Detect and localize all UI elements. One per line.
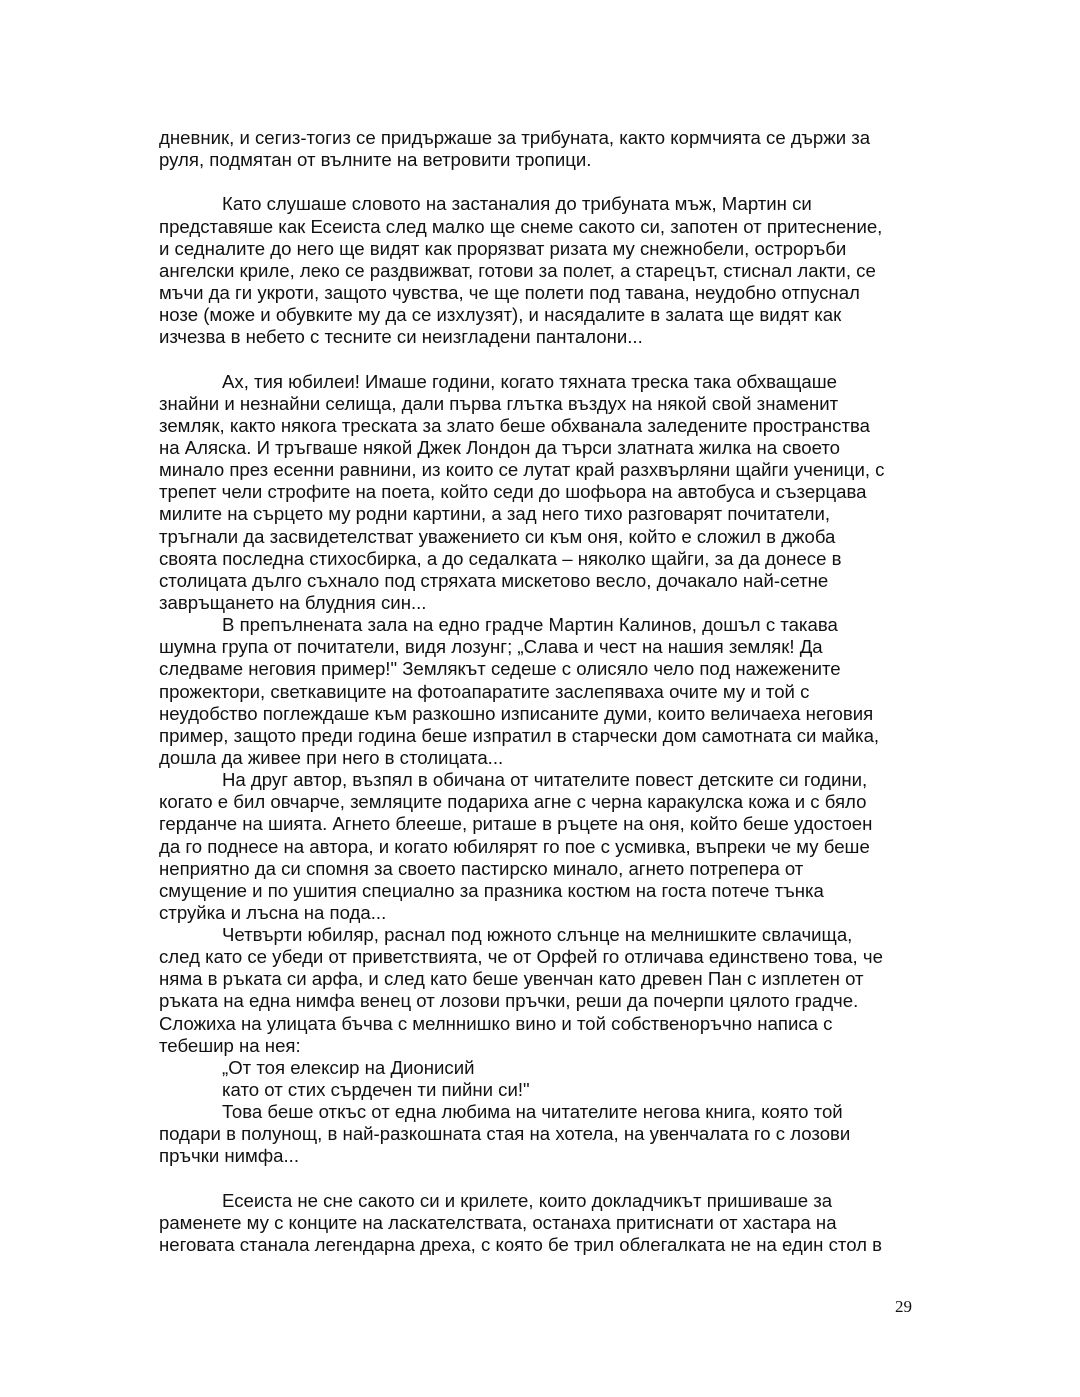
text-line: „От тоя елексир на Дионисий: [222, 1056, 475, 1078]
blank-line: [159, 348, 929, 370]
text-line: прожектори, светкавиците на фотоапаратите заслепяваха очите му и той с: [159, 680, 810, 702]
text-line: нозе (може и обувките му да се изхлузят), и насядалите в залата ще видят как: [159, 304, 842, 326]
text-line: мъчи да ги укроти, защото чувства, че ще полети под тавана, неудобно отпуснал: [159, 281, 860, 303]
text-line: на Аляска. И тръгваше някой Джек Лондон да търси златната жилка на своето: [159, 436, 841, 458]
text-line: когато е бил овчарче, земляците подариха агне с черна каракулска кожа и с бяло: [159, 791, 867, 813]
text-line: шумна група от почитатели, видя лозунг; „Слава и чест на нашия земляк! Да: [159, 636, 823, 658]
text-line: герданче на шията. Агнето блееше, риташе в ръцете на оня, който беше удостоен: [159, 813, 873, 835]
text-line: тръгнали да засвидетелстват уважението си към оня, който е сложил в джоба: [159, 525, 836, 547]
text-line: Ах, тия юбилеи! Имаше години, когато тяхната треска така обхващаше: [222, 370, 838, 392]
text-line: Есеиста не сне сакото си и крилете, които докладчикът пришиваше за: [222, 1189, 833, 1211]
text-line: няма в ръката си арфа, и след като беше увенчан като древен Пан с изплетен от: [159, 968, 864, 990]
text-line: Сложиха на улицата бъчва с мелннишко вино и той собственоръчно написа с: [159, 1012, 833, 1034]
text-line: да го поднесе на автора, и когато юбилярят го пое с усмивка, въпреки че му беше: [159, 835, 870, 857]
text-line: подари в полунощ, в най-разкошната стая на хотела, на увенчалата го с лозови: [159, 1123, 851, 1145]
page-number: 29: [895, 1297, 912, 1316]
text-line: изчезва в небето с тесните си неизгладени панталони...: [159, 326, 643, 348]
text-line: струйка и лъсна на пода...: [159, 901, 387, 923]
text-line: пример, защото преди година беше изпратил в старчески дом самотната си майка,: [159, 724, 880, 746]
text-line: пръчки нимфа...: [159, 1145, 299, 1167]
text-line: дошла да живее при него в столицата...: [159, 746, 504, 768]
text-line: Като слушаше словото на застаналия до трибуната мъж, Мартин си: [222, 193, 812, 215]
text-line: тебешир на нея:: [159, 1034, 301, 1056]
blank-line: [159, 1168, 929, 1190]
text-line: неприятно да си спомня за своето пастирско минало, агнето потрепера от: [159, 857, 804, 879]
text-line: минало през есенни равнини, из които се лутат край разхвърляни щайги ученици, с: [159, 459, 885, 481]
text-line: земляк, както някога треската за злато беше обхванала заледените пространства: [159, 414, 870, 436]
text-line: като от стих сърдечен ти пийни си!": [222, 1079, 530, 1101]
text-line: знайни и незнайни селища, дали първа глътка въздух на някой свой знаменит: [159, 392, 839, 414]
text-line: смущение и по ушития специално за празника костюм на госта потече тънка: [159, 879, 824, 901]
text-line: и седналите до него ще видят как прорязват ризата му снежнобели, остроръби: [159, 237, 847, 259]
text-line: милите на сърцето му родни картини, а зад него тихо разговарят почитатели,: [159, 503, 831, 525]
text-line: своята последна стихосбирка, а до седалката – няколко щайги, за да донесе в: [159, 547, 842, 569]
text-line: руля, подмятан от вълните на ветровити тропици.: [159, 149, 592, 171]
text-line: На друг автор, възпял в обичана от читателите повест детските си години,: [222, 769, 868, 791]
blank-line: [159, 171, 929, 193]
text-line: ангелски криле, леко се раздвижват, готови за полет, а старецът, стиснал лакти, се: [159, 259, 876, 281]
text-line: В препълнената зала на едно градче Мартин Калинов, дошъл с такава: [222, 614, 838, 636]
text-line: представяше как Есеиста след малко ще снеме сакото си, запотен от притеснение,: [159, 215, 883, 237]
text-line: Това беше откъс от една любима на читателите негова книга, която той: [222, 1101, 843, 1123]
text-line: Четвърти юбиляр, раснал под южното слънце на мелнишките свлачища,: [222, 924, 853, 946]
text-line: след като се убеди от приветствията, че от Орфей го отличава единствено това, че: [159, 946, 883, 968]
text-line: неудобство поглеждаше към разкошно изписаните думи, които величаеха неговия: [159, 702, 874, 724]
text-line: завръщането на блудния син...: [159, 591, 427, 613]
body-text: [159, 127, 929, 1256]
text-line: неговата станала легендарна дреха, с която бе трил облегалката не на един стол в: [159, 1234, 883, 1256]
text-line: ръката на една нимфа венец от лозови пръчки, реши да почерпи цялото градче.: [159, 990, 859, 1012]
text-line: раменете му с конците на ласкателствата, останаха притиснати от хастара на: [159, 1211, 837, 1233]
text-line: дневник, и сегиз-тогиз се придържаше за трибуната, както кормчията се държи за: [159, 127, 871, 148]
text-line: столицата дълго съхнало под стряхата мискетово весло, дочакало най-сетне: [159, 569, 829, 591]
text-line: трепет чели строфите на поета, който седи до шофьора на автобуса и съзерцава: [159, 481, 867, 503]
text-line: следваме неговия пример!" Землякът седеше с олисяло чело под нажежените: [159, 658, 841, 680]
